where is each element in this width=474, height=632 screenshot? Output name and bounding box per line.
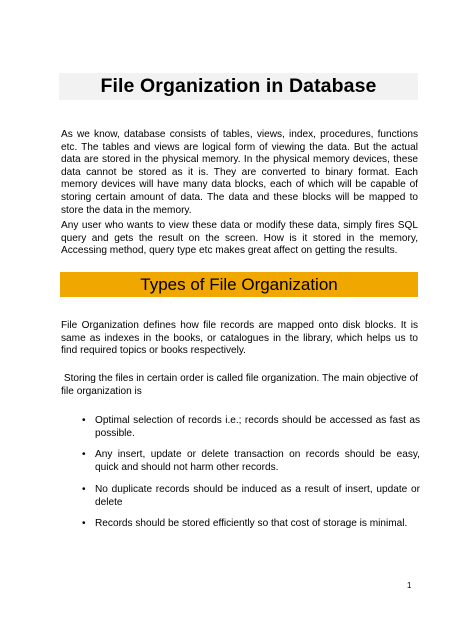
section-paragraph-1: File Organization defines how file records are mapped onto disk blocks. It is same as indexes in the books, or catalogues in the library, which helps us to find required topics or books respectively.	[61, 320, 418, 357]
list-item	[78, 484, 420, 509]
section-heading: Types of File Organization	[140, 274, 338, 294]
page-title: File Organization in Database	[100, 75, 377, 97]
list-item-text: Any insert, update or delete transaction on records should be easy, quick and should not harm other records.	[95, 449, 420, 474]
intro-paragraph-1: As we know, database consists of tables, views, index, procedures, functions etc. The tables and views are logical form of viewing the data. But the actual data are stored in the physical memory. In the physical memory devices, these data cannot be stored as it is. They are converted to binary format. Each memory devices will have many data blocks, each of which will be capable of storing certain amount of data. The data and these blocks will be mapped to store the data in the memory.	[61, 129, 418, 216]
section-paragraph-2: Storing the files in certain order is called file organization. The main objective of file organization is	[61, 373, 421, 397]
list-item	[78, 449, 420, 474]
objectives-list	[78, 415, 420, 540]
bullet-icon: •	[82, 415, 86, 426]
list-item-text: No duplicate records should be induced as a result of insert, update or delete	[95, 483, 420, 508]
list-item	[78, 518, 420, 531]
bullet-icon: •	[82, 518, 86, 530]
list-item	[78, 415, 420, 440]
bullet-icon: •	[82, 449, 86, 461]
bullet-icon: •	[82, 483, 86, 495]
section-heading-bar	[60, 272, 418, 297]
list-item-text: Records should be stored efficiently so that cost of storage is minimal.	[95, 518, 408, 530]
list-item-text: Optimal selection of records i.e.; records should be accessed as fast as possible.	[95, 415, 420, 439]
title-box	[59, 73, 418, 100]
intro-paragraph-2: Any user who wants to view these data or modify these data, simply fires SQL query and gets the result on the screen. How is it stored in the memory, Accessing method, query type etc makes great affect on getting the results.	[61, 220, 418, 257]
page-number: 1	[407, 581, 412, 590]
